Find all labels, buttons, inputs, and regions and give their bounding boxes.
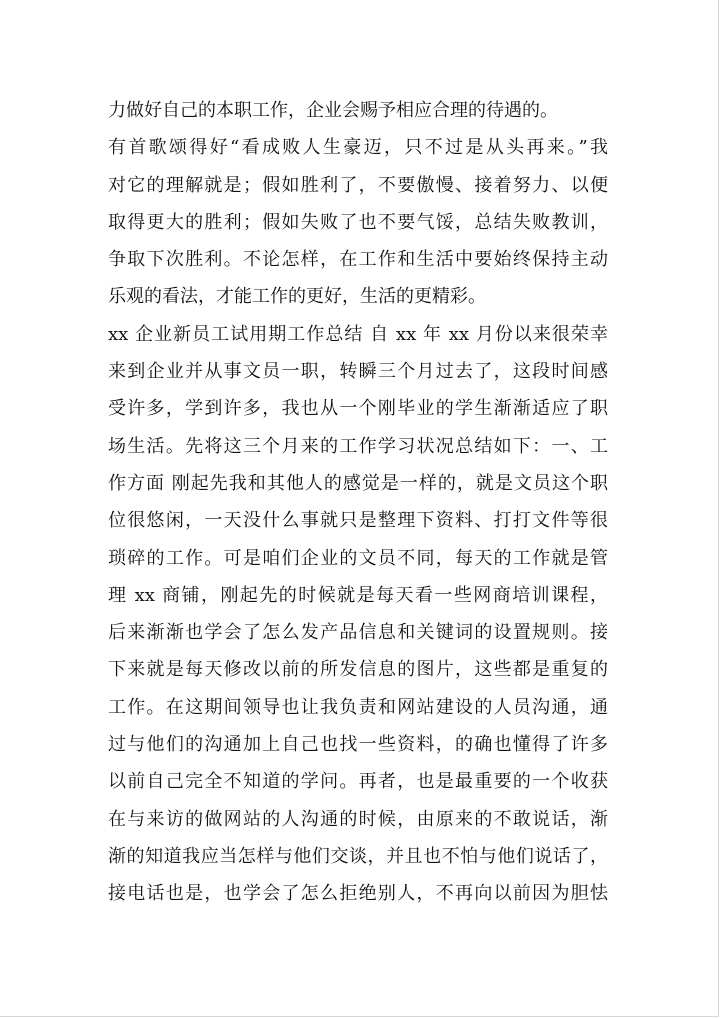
- text-line: 琐碎的工作。可是咱们企业的文员不同，每天的工作就是管: [108, 547, 608, 569]
- text-line: 受许多，学到许多，我也从一个刚毕业的学生渐渐适应了职: [108, 398, 608, 420]
- text-line: 在与来访的做网站的人沟通的时候，由原来的不敢说话，渐: [108, 808, 608, 830]
- text-line: 争取下次胜利。不论怎样，在工作和生活中要始终保持主动: [108, 249, 608, 271]
- text-line: 下来就是每天修改以前的所发信息的图片，这些都是重复的: [108, 659, 608, 681]
- text-line: 渐的知道我应当怎样与他们交谈，并且也不怕与他们说话了，: [108, 845, 608, 867]
- text-line: xx 企业新员工试用期工作总结 自 xx 年 xx 月份以来很荣幸: [108, 323, 608, 345]
- text-line: 乐观的看法，才能工作的更好，生活的更精彩。: [108, 286, 486, 308]
- text-line: 接电话也是，也学会了怎么拒绝别人，不再向以前因为胆怯: [108, 883, 608, 905]
- text-line: 以前自己完全不知道的学问。再者，也是最重要的一个收获: [108, 771, 608, 793]
- text-line: 对它的理解就是；假如胜利了，不要傲慢、接着努力、以便: [108, 174, 608, 196]
- text-line: 位很悠闲，一天没什么事就只是整理下资料、打打文件等很: [108, 510, 608, 532]
- text-line: 工作。在这期间领导也让我负责和网站建设的人员沟通，通: [108, 696, 608, 718]
- document-body: [108, 92, 608, 913]
- text-line: 取得更大的胜利；假如失败了也不要气馁，总结失败教训，: [108, 211, 608, 233]
- text-line: 力做好自己的本职工作，企业会赐予相应合理的待遇的。: [108, 100, 558, 121]
- text-line: 场生活。先将这三个月来的工作学习状况总结如下：一、工: [108, 435, 608, 457]
- text-line: 作方面 刚起先我和其他人的感觉是一样的，就是文员这个职: [108, 472, 608, 494]
- text-line: 后来渐渐也学会了怎么发产品信息和关键词的设置规则。接: [108, 622, 608, 644]
- text-line: 来到企业并从事文员一职，转瞬三个月过去了，这段时间感: [108, 361, 608, 383]
- text-line: 理 xx 商铺，刚起先的时候就是每天看一些网商培训课程，: [108, 584, 608, 606]
- text-line: 有首歌颂得好“看成败人生豪迈，只不过是从头再来。”我: [108, 137, 608, 159]
- text-line: 过与他们的沟通加上自己也找一些资料，的确也懂得了许多: [108, 734, 608, 756]
